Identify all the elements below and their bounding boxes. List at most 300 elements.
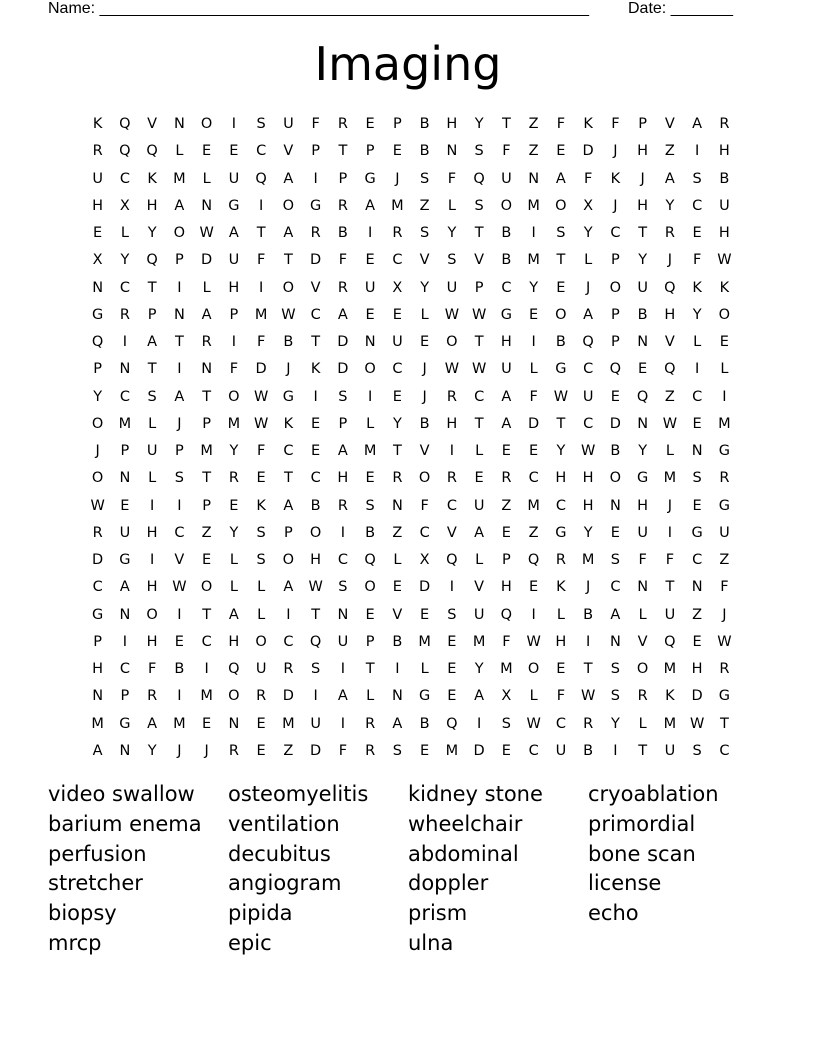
grid-letter[interactable]: Q: [91, 334, 104, 350]
grid-letter[interactable]: J: [585, 279, 591, 296]
grid-letter[interactable]: T: [501, 116, 511, 132]
grid-letter[interactable]: V: [664, 116, 675, 132]
grid-letter[interactable]: B: [555, 334, 566, 350]
grid-letter[interactable]: S: [474, 197, 484, 214]
grid-letter[interactable]: V: [664, 334, 675, 350]
grid-letter[interactable]: H: [228, 279, 240, 296]
grid-letter[interactable]: O: [446, 334, 458, 350]
grid-letter[interactable]: I: [122, 334, 128, 350]
grid-letter[interactable]: W: [553, 388, 569, 405]
grid-letter[interactable]: M: [118, 415, 132, 432]
grid-letter[interactable]: S: [392, 742, 402, 759]
grid-letter[interactable]: E: [229, 143, 239, 160]
grid-letter[interactable]: M: [527, 497, 540, 514]
grid-letter[interactable]: A: [92, 742, 103, 759]
grid-letter[interactable]: J: [422, 361, 427, 378]
grid-letter[interactable]: P: [338, 170, 348, 187]
grid-letter[interactable]: W: [199, 225, 214, 241]
grid-letter[interactable]: Z: [392, 524, 403, 541]
grid-letter[interactable]: E: [610, 388, 620, 405]
grid-letter[interactable]: B: [583, 606, 594, 623]
grid-letter[interactable]: C: [256, 143, 267, 160]
grid-letter[interactable]: Q: [119, 143, 131, 160]
grid-letter[interactable]: R: [365, 715, 376, 732]
grid-letter[interactable]: C: [446, 497, 457, 514]
grid-letter[interactable]: B: [337, 225, 348, 241]
grid-letter[interactable]: H: [664, 306, 676, 323]
grid-letter[interactable]: L: [529, 688, 538, 705]
grid-letter[interactable]: C: [174, 524, 185, 541]
grid-letter[interactable]: H: [500, 334, 512, 350]
grid-letter[interactable]: T: [202, 388, 212, 405]
grid-letter[interactable]: F: [556, 688, 566, 705]
grid-letter[interactable]: L: [420, 306, 429, 323]
grid-letter[interactable]: K: [147, 170, 157, 187]
grid-letter[interactable]: V: [174, 552, 185, 568]
grid-letter[interactable]: Z: [501, 497, 512, 514]
grid-letter[interactable]: Y: [120, 252, 130, 269]
grid-letter[interactable]: A: [692, 116, 703, 132]
grid-letter[interactable]: V: [310, 279, 321, 296]
grid-letter[interactable]: T: [474, 415, 484, 432]
grid-letter[interactable]: K: [583, 116, 593, 132]
grid-letter[interactable]: N: [119, 606, 131, 623]
grid-letter[interactable]: H: [691, 661, 703, 677]
grid-letter[interactable]: M: [91, 715, 104, 732]
grid-letter[interactable]: I: [613, 742, 618, 759]
grid-letter[interactable]: S: [420, 225, 430, 241]
grid-letter[interactable]: T: [311, 334, 321, 350]
grid-letter[interactable]: P: [120, 688, 130, 705]
grid-letter[interactable]: B: [501, 252, 512, 269]
grid-letter[interactable]: L: [638, 715, 647, 732]
grid-letter[interactable]: U: [146, 443, 158, 459]
grid-letter[interactable]: E: [256, 470, 266, 487]
grid-letter[interactable]: B: [310, 497, 321, 514]
grid-letter[interactable]: L: [202, 170, 211, 187]
grid-letter[interactable]: L: [120, 225, 129, 241]
grid-letter[interactable]: P: [284, 524, 293, 541]
grid-letter[interactable]: E: [202, 552, 212, 568]
grid-letter[interactable]: F: [311, 116, 320, 132]
grid-letter[interactable]: Y: [93, 388, 103, 405]
grid-letter[interactable]: G: [419, 688, 431, 705]
grid-letter[interactable]: I: [367, 388, 373, 405]
grid-letter[interactable]: V: [419, 443, 430, 459]
grid-letter[interactable]: N: [609, 633, 621, 650]
grid-letter[interactable]: R: [365, 742, 376, 759]
grid-letter[interactable]: B: [365, 524, 376, 541]
grid-letter[interactable]: Y: [147, 742, 157, 759]
grid-letter[interactable]: Z: [664, 388, 675, 405]
grid-letter[interactable]: B: [283, 334, 294, 350]
grid-letter[interactable]: R: [337, 116, 348, 132]
grid-letter[interactable]: Z: [283, 742, 294, 759]
grid-letter[interactable]: I: [313, 170, 318, 187]
grid-letter[interactable]: C: [692, 388, 703, 405]
grid-letter[interactable]: O: [609, 279, 622, 296]
grid-letter[interactable]: U: [582, 388, 594, 405]
grid-letter[interactable]: R: [719, 661, 730, 677]
grid-letter[interactable]: C: [310, 470, 321, 487]
grid-letter[interactable]: S: [501, 715, 511, 732]
grid-letter[interactable]: I: [286, 606, 291, 623]
grid-letter[interactable]: I: [449, 443, 455, 459]
grid-letter[interactable]: I: [449, 579, 455, 596]
grid-letter[interactable]: M: [254, 306, 268, 323]
grid-letter[interactable]: U: [310, 715, 321, 732]
grid-letter[interactable]: N: [92, 688, 104, 705]
grid-letter[interactable]: E: [174, 633, 184, 650]
grid-letter[interactable]: S: [474, 143, 484, 160]
grid-letter[interactable]: Z: [528, 524, 539, 541]
grid-letter[interactable]: N: [446, 143, 458, 160]
grid-letter[interactable]: N: [609, 497, 621, 514]
grid-letter[interactable]: F: [256, 252, 266, 269]
grid-letter[interactable]: O: [527, 661, 540, 677]
grid-letter[interactable]: P: [502, 552, 511, 568]
grid-letter[interactable]: E: [202, 715, 212, 732]
grid-letter[interactable]: R: [228, 470, 239, 487]
grid-letter[interactable]: R: [446, 388, 457, 405]
grid-letter[interactable]: U: [392, 334, 403, 350]
grid-letter[interactable]: T: [338, 143, 348, 160]
grid-letter[interactable]: S: [256, 116, 266, 132]
grid-letter[interactable]: Y: [474, 661, 484, 677]
grid-letter[interactable]: C: [583, 415, 594, 432]
grid-letter[interactable]: J: [177, 742, 182, 759]
grid-letter[interactable]: A: [147, 334, 158, 350]
grid-letter[interactable]: H: [146, 579, 158, 596]
grid-letter[interactable]: F: [529, 388, 538, 405]
grid-letter[interactable]: F: [338, 742, 348, 759]
grid-letter[interactable]: M: [500, 661, 513, 677]
grid-letter[interactable]: O: [255, 633, 267, 650]
grid-letter[interactable]: Y: [420, 279, 430, 296]
grid-letter[interactable]: H: [555, 470, 567, 487]
grid-letter[interactable]: N: [528, 170, 540, 187]
grid-letter[interactable]: T: [202, 606, 212, 623]
grid-letter[interactable]: I: [531, 606, 536, 623]
grid-letter[interactable]: S: [610, 552, 620, 568]
date-field-label[interactable]: Date: _______: [628, 0, 733, 17]
grid-letter[interactable]: P: [93, 633, 102, 650]
grid-letter[interactable]: O: [364, 361, 376, 378]
grid-letter[interactable]: C: [392, 252, 403, 269]
grid-letter[interactable]: V: [147, 116, 158, 132]
grid-letter[interactable]: I: [340, 524, 346, 541]
grid-letter[interactable]: L: [420, 661, 429, 677]
grid-letter[interactable]: Z: [528, 143, 539, 160]
grid-letter[interactable]: M: [173, 715, 186, 732]
grid-letter[interactable]: P: [611, 252, 620, 269]
grid-letter[interactable]: L: [638, 606, 647, 623]
grid-letter[interactable]: E: [692, 633, 702, 650]
grid-letter[interactable]: W: [90, 497, 105, 514]
grid-letter[interactable]: E: [202, 143, 212, 160]
grid-letter[interactable]: G: [310, 197, 322, 214]
grid-letter[interactable]: N: [391, 688, 403, 705]
grid-letter[interactable]: D: [337, 334, 349, 350]
grid-letter[interactable]: C: [337, 552, 348, 568]
grid-letter[interactable]: P: [175, 443, 184, 459]
grid-letter[interactable]: W: [526, 715, 541, 732]
grid-letter[interactable]: F: [147, 661, 157, 677]
grid-letter[interactable]: I: [667, 524, 673, 541]
grid-letter[interactable]: M: [227, 415, 241, 432]
grid-letter[interactable]: Z: [419, 197, 430, 214]
grid-letter[interactable]: H: [146, 633, 158, 650]
grid-letter[interactable]: R: [664, 225, 675, 241]
grid-letter[interactable]: F: [583, 170, 593, 187]
grid-letter[interactable]: R: [583, 715, 594, 732]
grid-letter[interactable]: E: [501, 443, 511, 459]
grid-letter[interactable]: C: [610, 579, 621, 596]
grid-letter[interactable]: T: [283, 470, 293, 487]
grid-letter[interactable]: Z: [528, 116, 539, 132]
grid-letter[interactable]: Y: [147, 225, 157, 241]
grid-letter[interactable]: R: [555, 552, 566, 568]
grid-letter[interactable]: A: [283, 170, 294, 187]
grid-letter[interactable]: B: [419, 715, 430, 732]
grid-letter[interactable]: T: [638, 742, 648, 759]
grid-letter[interactable]: R: [256, 688, 267, 705]
grid-letter[interactable]: N: [364, 334, 376, 350]
grid-letter[interactable]: K: [692, 279, 702, 296]
grid-letter[interactable]: X: [92, 252, 103, 269]
grid-letter[interactable]: N: [637, 415, 649, 432]
grid-letter[interactable]: K: [610, 170, 621, 187]
grid-letter[interactable]: W: [253, 388, 269, 405]
grid-letter[interactable]: C: [474, 388, 485, 405]
grid-letter[interactable]: I: [177, 497, 182, 514]
grid-letter[interactable]: U: [555, 742, 567, 759]
name-field-label[interactable]: Name: _______________________________________________________: [48, 0, 589, 17]
grid-letter[interactable]: C: [719, 742, 730, 759]
grid-letter[interactable]: M: [663, 661, 677, 677]
grid-letter[interactable]: O: [200, 579, 213, 596]
grid-letter[interactable]: C: [119, 170, 130, 187]
grid-letter[interactable]: O: [309, 524, 322, 541]
grid-letter[interactable]: B: [719, 170, 730, 187]
grid-letter[interactable]: R: [719, 116, 730, 132]
grid-letter[interactable]: G: [119, 552, 131, 568]
grid-letter[interactable]: Q: [473, 170, 485, 187]
grid-letter[interactable]: L: [148, 415, 157, 432]
grid-letter[interactable]: H: [555, 633, 567, 650]
grid-letter[interactable]: T: [392, 443, 402, 459]
grid-letter[interactable]: R: [719, 470, 730, 487]
grid-letter[interactable]: J: [286, 361, 291, 378]
grid-letter[interactable]: O: [718, 306, 731, 323]
grid-letter[interactable]: V: [419, 252, 430, 269]
grid-letter[interactable]: Y: [638, 443, 648, 459]
grid-letter[interactable]: C: [201, 633, 212, 650]
grid-letter[interactable]: E: [311, 443, 321, 459]
grid-letter[interactable]: E: [420, 742, 430, 759]
grid-letter[interactable]: K: [310, 361, 321, 378]
grid-letter[interactable]: C: [119, 388, 130, 405]
grid-letter[interactable]: B: [174, 661, 185, 677]
grid-letter[interactable]: H: [637, 497, 649, 514]
grid-letter[interactable]: H: [228, 633, 240, 650]
grid-letter[interactable]: E: [447, 688, 457, 705]
grid-letter[interactable]: O: [173, 225, 186, 241]
grid-letter[interactable]: S: [610, 661, 620, 677]
grid-letter[interactable]: I: [149, 497, 155, 514]
grid-letter[interactable]: W: [172, 579, 187, 596]
grid-letter[interactable]: U: [92, 170, 103, 187]
grid-letter[interactable]: A: [283, 225, 294, 241]
grid-letter[interactable]: G: [119, 715, 131, 732]
grid-letter[interactable]: T: [174, 334, 184, 350]
grid-letter[interactable]: E: [556, 143, 566, 160]
grid-letter[interactable]: O: [555, 306, 567, 323]
grid-letter[interactable]: N: [119, 361, 131, 378]
grid-letter[interactable]: H: [637, 197, 649, 214]
grid-letter[interactable]: I: [531, 225, 536, 241]
grid-letter[interactable]: E: [365, 252, 375, 269]
grid-letter[interactable]: M: [663, 470, 677, 487]
grid-letter[interactable]: R: [637, 688, 648, 705]
grid-letter[interactable]: S: [610, 688, 620, 705]
grid-letter[interactable]: Y: [229, 443, 239, 459]
grid-letter[interactable]: L: [257, 606, 266, 623]
grid-letter[interactable]: O: [91, 470, 104, 487]
grid-letter[interactable]: I: [313, 388, 318, 405]
grid-letter[interactable]: Y: [474, 116, 484, 132]
grid-letter[interactable]: A: [365, 197, 376, 214]
grid-letter[interactable]: I: [204, 661, 209, 677]
grid-letter[interactable]: E: [93, 225, 103, 241]
grid-letter[interactable]: J: [667, 252, 673, 269]
grid-letter[interactable]: L: [584, 252, 593, 269]
grid-letter[interactable]: Y: [638, 252, 648, 269]
grid-letter[interactable]: D: [310, 252, 322, 269]
grid-letter[interactable]: G: [92, 606, 104, 623]
grid-letter[interactable]: I: [585, 633, 591, 650]
grid-letter[interactable]: U: [719, 197, 730, 214]
grid-letter[interactable]: I: [122, 633, 128, 650]
grid-letter[interactable]: C: [555, 715, 566, 732]
grid-letter[interactable]: E: [365, 116, 375, 132]
grid-letter[interactable]: Q: [255, 170, 267, 187]
grid-letter[interactable]: I: [177, 606, 182, 623]
grid-letter[interactable]: Q: [146, 143, 158, 160]
grid-letter[interactable]: O: [418, 470, 431, 487]
grid-letter[interactable]: E: [556, 661, 566, 677]
grid-letter[interactable]: U: [664, 742, 676, 759]
grid-letter[interactable]: G: [718, 443, 730, 459]
grid-letter[interactable]: M: [527, 252, 540, 269]
grid-letter[interactable]: B: [583, 742, 594, 759]
grid-letter[interactable]: Z: [664, 143, 675, 160]
grid-letter[interactable]: U: [446, 279, 458, 296]
grid-letter[interactable]: N: [173, 116, 185, 132]
grid-letter[interactable]: U: [473, 606, 485, 623]
grid-letter[interactable]: U: [501, 361, 512, 378]
grid-letter[interactable]: Y: [665, 197, 675, 214]
grid-letter[interactable]: Y: [447, 225, 457, 241]
grid-letter[interactable]: L: [475, 443, 484, 459]
grid-letter[interactable]: A: [501, 415, 512, 432]
grid-letter[interactable]: F: [229, 361, 239, 378]
grid-letter[interactable]: U: [337, 633, 349, 650]
grid-letter[interactable]: L: [529, 361, 538, 378]
grid-letter[interactable]: C: [119, 279, 130, 296]
grid-letter[interactable]: K: [256, 497, 266, 514]
grid-letter[interactable]: Z: [692, 606, 703, 623]
grid-letter[interactable]: A: [474, 688, 485, 705]
grid-letter[interactable]: H: [500, 579, 512, 596]
grid-letter[interactable]: M: [472, 633, 486, 650]
grid-letter[interactable]: L: [148, 470, 157, 487]
grid-letter[interactable]: A: [501, 388, 512, 405]
grid-letter[interactable]: B: [610, 443, 621, 459]
grid-letter[interactable]: Q: [664, 633, 676, 650]
grid-letter[interactable]: L: [556, 606, 565, 623]
grid-letter[interactable]: J: [667, 497, 673, 514]
grid-letter[interactable]: C: [92, 579, 103, 596]
grid-letter[interactable]: E: [501, 524, 511, 541]
grid-letter[interactable]: L: [447, 197, 456, 214]
grid-letter[interactable]: E: [365, 306, 375, 323]
grid-letter[interactable]: P: [365, 143, 375, 160]
grid-letter[interactable]: I: [258, 279, 264, 296]
grid-letter[interactable]: F: [447, 170, 457, 187]
grid-letter[interactable]: C: [528, 742, 539, 759]
grid-letter[interactable]: P: [611, 306, 620, 323]
grid-letter[interactable]: A: [174, 388, 185, 405]
grid-letter[interactable]: H: [92, 197, 104, 214]
grid-letter[interactable]: F: [638, 552, 647, 568]
grid-letter[interactable]: E: [638, 361, 648, 378]
grid-letter[interactable]: E: [256, 715, 266, 732]
grid-letter[interactable]: E: [420, 606, 430, 623]
grid-letter[interactable]: C: [283, 633, 294, 650]
grid-letter[interactable]: W: [253, 415, 269, 432]
grid-letter[interactable]: C: [555, 497, 566, 514]
grid-letter[interactable]: I: [340, 715, 346, 732]
grid-letter[interactable]: A: [119, 579, 130, 596]
grid-letter[interactable]: X: [419, 552, 430, 568]
grid-letter[interactable]: D: [310, 742, 322, 759]
grid-letter[interactable]: D: [282, 688, 294, 705]
grid-letter[interactable]: D: [201, 252, 213, 269]
grid-letter[interactable]: O: [555, 197, 567, 214]
grid-letter[interactable]: D: [419, 579, 431, 596]
grid-letter[interactable]: R: [119, 306, 130, 323]
grid-letter[interactable]: L: [202, 279, 211, 296]
grid-letter[interactable]: E: [529, 443, 539, 459]
grid-letter[interactable]: P: [611, 334, 620, 350]
grid-letter[interactable]: C: [528, 470, 539, 487]
grid-letter[interactable]: V: [283, 143, 294, 160]
grid-letter[interactable]: Q: [119, 116, 131, 132]
grid-letter[interactable]: N: [92, 279, 104, 296]
grid-letter[interactable]: V: [392, 606, 403, 623]
grid-letter[interactable]: Y: [583, 225, 593, 241]
grid-letter[interactable]: Q: [664, 361, 676, 378]
grid-letter[interactable]: G: [718, 497, 730, 514]
grid-letter[interactable]: E: [365, 606, 375, 623]
grid-letter[interactable]: J: [395, 170, 400, 187]
grid-letter[interactable]: N: [391, 497, 403, 514]
grid-letter[interactable]: M: [418, 633, 431, 650]
grid-letter[interactable]: T: [719, 715, 729, 732]
grid-letter[interactable]: A: [474, 524, 485, 541]
grid-letter[interactable]: R: [392, 470, 403, 487]
